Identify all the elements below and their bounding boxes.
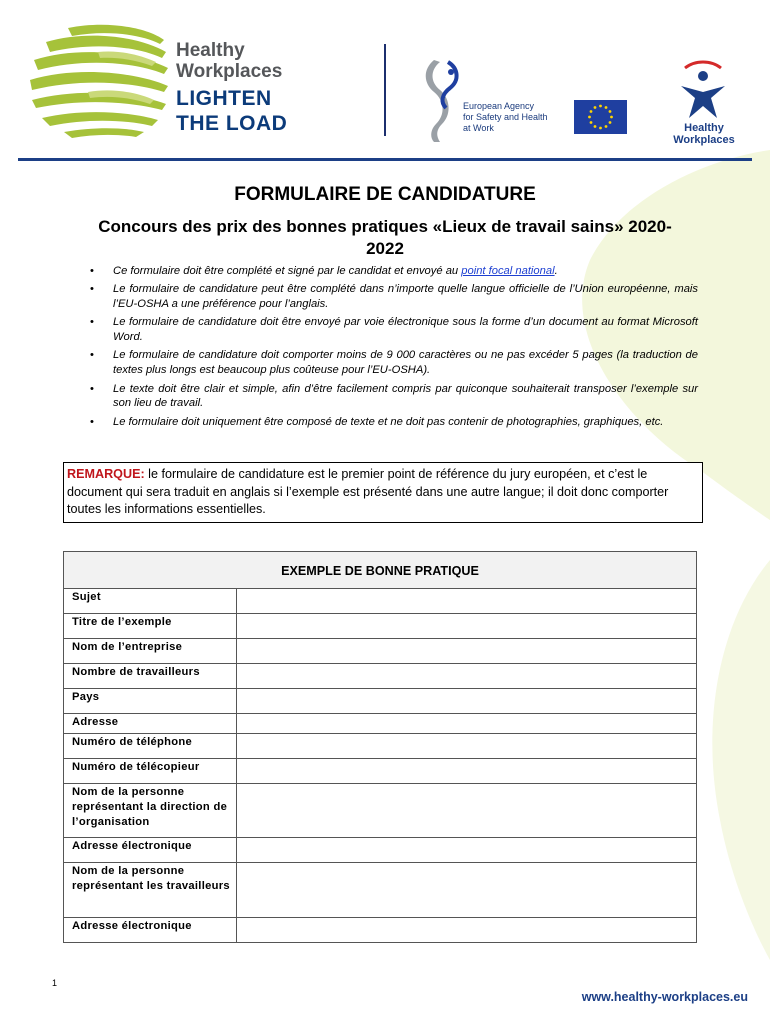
header-rule xyxy=(18,158,752,161)
brand-line-3: LIGHTEN xyxy=(176,87,272,110)
label-direction: Nom de la personne représentant la direction de l’organisation xyxy=(64,784,237,838)
label-email-1: Adresse électronique xyxy=(64,838,237,863)
agency-name xyxy=(463,101,548,134)
email-field-2[interactable] xyxy=(237,918,697,943)
travailleurs-field[interactable] xyxy=(237,863,697,918)
telephone-field[interactable] xyxy=(237,734,697,759)
remark-label: REMARQUE: xyxy=(67,467,145,481)
brand-line-2: Workplaces xyxy=(176,61,283,82)
label-adresse: Adresse xyxy=(64,714,237,734)
bullet-1-text: Ce formulaire doit être complété et signé par le candidat et envoyé au xyxy=(113,265,462,277)
footer-url: www.healthy-workplaces.eu xyxy=(581,990,748,1004)
instructions-list xyxy=(78,264,698,433)
healthy-workplaces-logo-icon xyxy=(28,22,168,138)
direction-field[interactable] xyxy=(237,784,697,838)
label-travailleurs: Nom de la personne représentant les travailleurs xyxy=(64,863,237,918)
point-focal-link[interactable]: point focal national xyxy=(461,265,555,277)
best-practice-form xyxy=(63,551,697,943)
label-sujet: Sujet xyxy=(64,589,237,614)
email-field-1[interactable] xyxy=(237,838,697,863)
page-subtitle: Concours des prix des bonnes pratiques «Lieux de travail sains» 2020-2022 xyxy=(98,217,672,258)
form-heading: EXEMPLE DE BONNE PRATIQUE xyxy=(64,552,697,589)
bullet-4-text: Le formulaire de candidature doit comporter moins de 9 000 caractères ou ne pas excéder 5 pages (la traduction de textes plus longs est beaucoup plus coûteuse pour l’EU-OSHA). xyxy=(113,349,698,377)
hw-label: Healthy Workplaces xyxy=(673,122,735,146)
nombre-travailleurs-field[interactable] xyxy=(237,664,697,689)
bullet-3-text: Le formulaire de candidature doit être envoyé par voie électronique sous la forme d’un document au format Microsoft Word. xyxy=(113,316,698,344)
agency-line-1: European Agency xyxy=(463,101,535,111)
bullet-5-text: Le texte doit être clair et simple, afin d’être facilement compris par quiconque souhaiterait transposer l’exemple sur son lieu de travail. xyxy=(113,382,698,410)
agency-line-2: for Safety and Health xyxy=(463,112,548,122)
eu-flag-icon xyxy=(574,100,627,134)
remark-box xyxy=(63,462,703,523)
remark-text: le formulaire de candidature est le premier point de référence du jury européen, et c’est le document qui sera traduit en anglais si l’exemple est présenté dans une autre langue; il doit donc comporter toutes les informations essentielles. xyxy=(67,467,669,516)
label-telecopieur: Numéro de télécopieur xyxy=(64,759,237,784)
entreprise-field[interactable] xyxy=(237,639,697,664)
titre-field[interactable] xyxy=(237,614,697,639)
bullet-1-end: . xyxy=(554,265,558,277)
bullet-2-text: Le formulaire de candidature peut être complété dans n’importe quelle langue officielle de l’Union européenne, mais l’EU-OSHA a une préférence pour l’anglais. xyxy=(113,283,698,311)
telecopieur-field[interactable] xyxy=(237,759,697,784)
label-email-2: Adresse électronique xyxy=(64,918,237,943)
label-nombre-travailleurs: Nombre de travailleurs xyxy=(64,664,237,689)
pays-field[interactable] xyxy=(237,689,697,714)
list-item: • Le formulaire de candidature peut être complété dans n’importe quelle langue officielle de l’Union européenne, mais l’EU-OSHA a une préférence pour l’anglais. xyxy=(90,283,698,311)
header-divider xyxy=(384,44,386,136)
brand-wordmark xyxy=(176,40,326,136)
list-item: • Le formulaire de candidature doit être envoyé par voie électronique sous la forme d’un document au format Microsoft Word. xyxy=(90,316,698,344)
brand-line-4: THE LOAD xyxy=(176,112,288,135)
label-titre: Titre de l’exemple xyxy=(64,614,237,639)
list-item: • Le formulaire de candidature doit comporter moins de 9 000 caractères ou ne pas excéder 5 pages (la traduction de textes plus longs est beaucoup plus coûteuse pour l’EU-OSHA). xyxy=(90,349,698,377)
agency-line-3: at Work xyxy=(463,123,494,133)
page-title: FORMULAIRE DE CANDIDATURE xyxy=(234,184,536,205)
label-pays: Pays xyxy=(64,689,237,714)
brand-line-1: Healthy xyxy=(176,40,245,61)
sujet-field[interactable] xyxy=(237,589,697,614)
list-item: • Ce formulaire doit être complété et signé par le candidat et envoyé au point focal national. xyxy=(90,265,558,277)
list-item: • Le formulaire doit uniquement être composé de texte et ne doit pas contenir de photographies, graphiques, etc. xyxy=(90,415,664,428)
label-entreprise: Nom de l’entreprise xyxy=(64,639,237,664)
bullet-6-text: Le formulaire doit uniquement être composé de texte et ne doit pas contenir de photographies, graphiques, etc. xyxy=(113,415,664,428)
page-number: 1 xyxy=(52,978,58,988)
label-telephone: Numéro de téléphone xyxy=(64,734,237,759)
adresse-field[interactable] xyxy=(237,714,697,734)
list-item: • Le texte doit être clair et simple, afin d’être facilement compris par quiconque souhaiterait transposer l’exemple sur son lieu de travail. xyxy=(90,382,698,410)
